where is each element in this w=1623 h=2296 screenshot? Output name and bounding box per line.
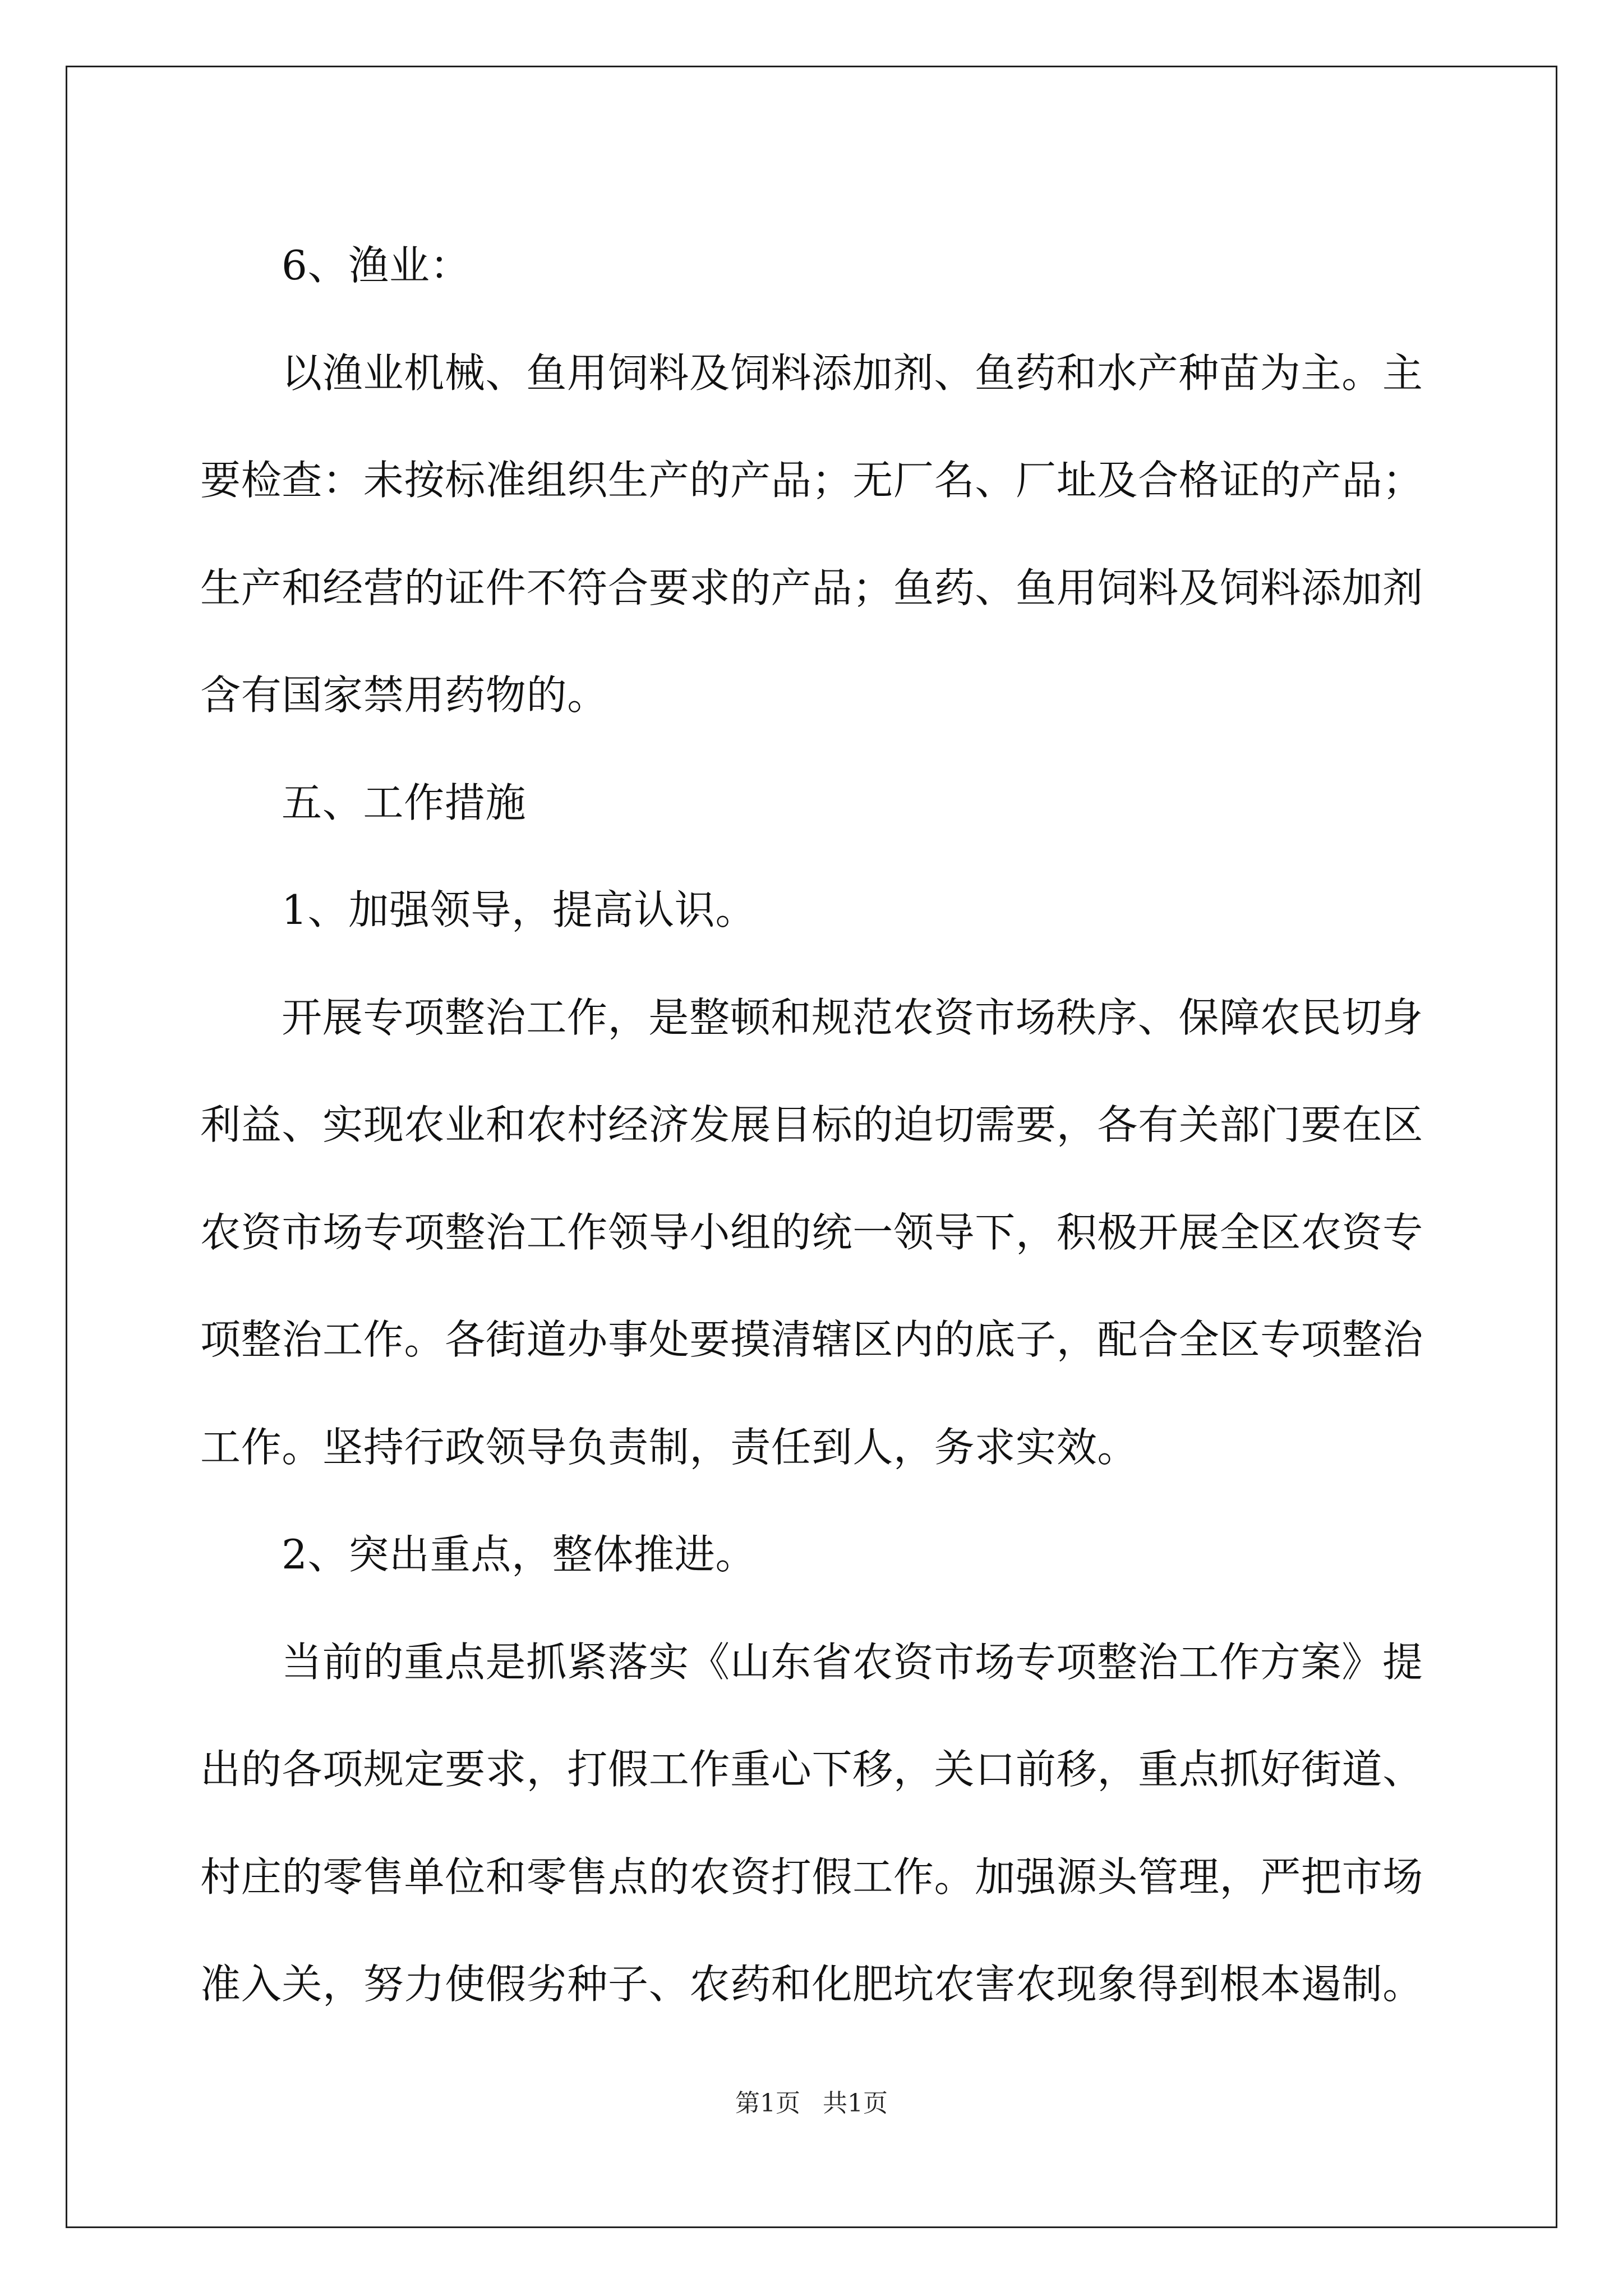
page-number: 第1页 (735, 2089, 800, 2118)
paragraph-line: 以渔业机械、鱼用饲料及饲料添加剂、鱼药和水产种苗为主。主 (282, 349, 1423, 397)
page-total: 共1页 (823, 2089, 888, 2118)
paragraph-line: 含有国家禁用药物的。 (200, 671, 608, 719)
paragraph-line: 当前的重点是抓紧落实《山东省农资市场专项整治工作方案》提 (282, 1638, 1423, 1686)
page-footer (0, 2087, 1623, 2120)
paragraph-line: 生产和经营的证件不符合要求的产品；鱼药、鱼用饲料及饲料添加剂 (200, 564, 1424, 611)
paragraph-line: 出的各项规定要求，打假工作重心下移，关口前移，重点抓好街道、 (200, 1746, 1424, 1793)
paragraph-line: 工作。坚持行政领导负责制，责任到人，务求实效。 (200, 1423, 1138, 1471)
paragraph-line: 农资市场专项整治工作领导小组的统一领导下，积极开展全区农资专 (200, 1208, 1424, 1256)
section-heading: 五、工作措施 (282, 779, 527, 826)
paragraph-line: 准入关，努力使假劣种子、农药和化肥坑农害农现象得到根本遏制。 (200, 1961, 1424, 2008)
paragraph-line: 要检查：未按标准组织生产的产品；无厂名、厂址及合格证的产品； (200, 457, 1424, 504)
paragraph-line: 开展专项整治工作，是整顿和规范农资市场秩序、保障农民切身 (282, 993, 1423, 1041)
document-body (200, 212, 1426, 2039)
subsection-heading: 2、突出重点，整体推进。 (282, 1531, 757, 1578)
paragraph-line: 利益、实现农业和农村经济发展目标的迫切需要，各有关部门要在区 (200, 1101, 1424, 1148)
paragraph-line: 6、渔业： (282, 242, 471, 289)
subsection-heading: 1、加强领导，提高认识。 (282, 886, 757, 933)
paragraph-line: 项整治工作。各街道办事处要摸清辖区内的底子，配合全区专项整治 (200, 1316, 1424, 1363)
paragraph-line: 村庄的零售单位和零售点的农资打假工作。加强源头管理，严把市场 (200, 1853, 1424, 1901)
